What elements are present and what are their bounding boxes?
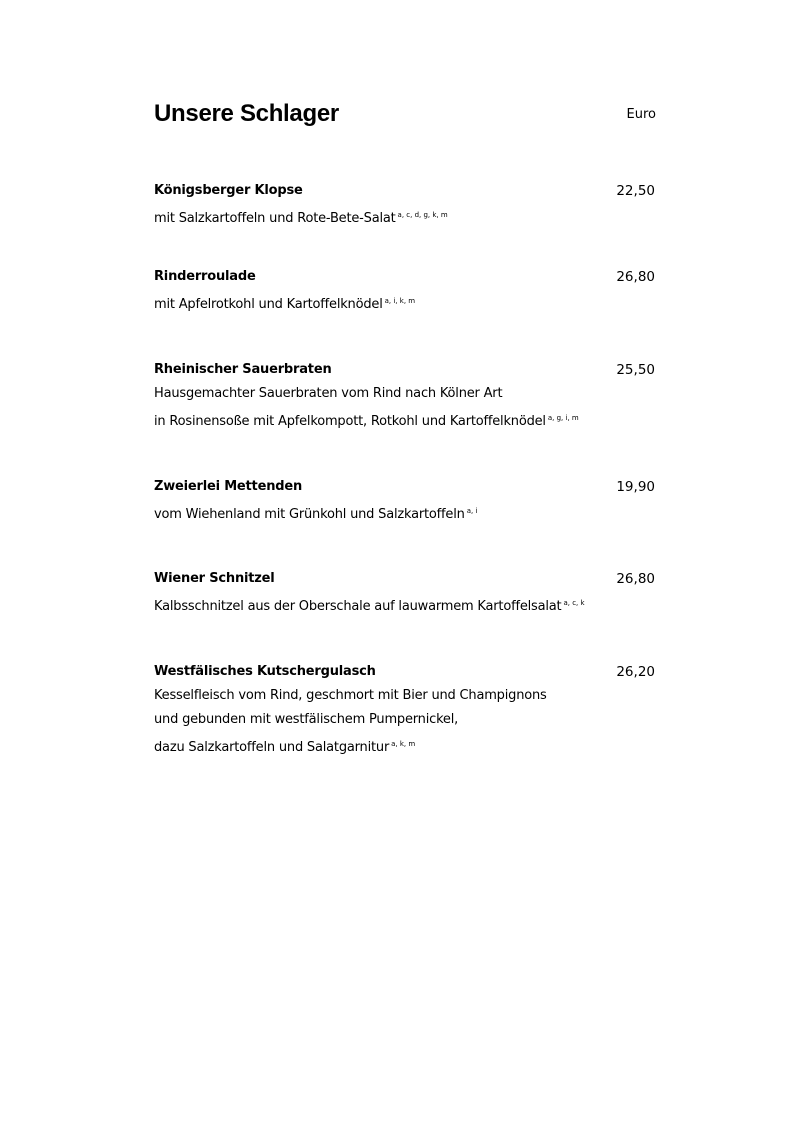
dish-price: 22,50 xyxy=(616,183,655,199)
dish-name: Rheinischer Sauerbraten xyxy=(154,362,332,377)
dish-price: 26,80 xyxy=(616,571,655,587)
dish-description xyxy=(154,735,415,757)
dish-description xyxy=(154,206,448,228)
allergen-codes: a, c, d, g, k, m xyxy=(397,211,448,219)
dish-name: Westfälisches Kutschergulasch xyxy=(154,664,376,679)
allergen-codes: a, g, i, m xyxy=(547,414,579,422)
dish-name: Königsberger Klopse xyxy=(154,183,303,198)
dish-price: 26,80 xyxy=(616,269,655,285)
description-text: mit Apfelrotkohl und Kartoffelknödel xyxy=(154,297,383,312)
description-text: dazu Salzkartoffeln und Salatgarnitur xyxy=(154,740,390,755)
description-text: mit Salzkartoffeln und Rote-Bete-Salat xyxy=(154,211,396,226)
dish-price: 25,50 xyxy=(616,362,655,378)
currency-label: Euro xyxy=(626,107,656,122)
allergen-codes: a, k, m xyxy=(391,740,416,748)
allergen-codes: a, i, k, m xyxy=(384,297,416,305)
dish-description xyxy=(154,594,585,616)
dish-price: 26,20 xyxy=(616,664,655,680)
menu-header xyxy=(154,98,657,132)
dish-description xyxy=(154,409,579,431)
description-text: vom Wiehenland mit Grünkohl und Salzkartoffeln xyxy=(154,507,465,522)
dish-price: 19,90 xyxy=(616,479,655,495)
dish-description xyxy=(154,292,415,314)
allergen-codes: a, c, k xyxy=(563,599,585,607)
page-title: Unsere Schlager xyxy=(154,100,339,127)
dish-description-line: und gebunden mit westfälischem Pumpernickel, xyxy=(154,712,459,727)
allergen-codes: a, i xyxy=(466,507,478,515)
description-text: in Rosinensoße mit Apfelkompott, Rotkohl und Kartoffelknödel xyxy=(154,414,546,429)
dish-name: Rinderroulade xyxy=(154,269,256,284)
dish-name: Wiener Schnitzel xyxy=(154,571,275,586)
dish-description-line: Kesselfleisch vom Rind, geschmort mit Bier und Champignons xyxy=(154,688,547,703)
dish-description xyxy=(154,502,477,524)
description-text: Kalbsschnitzel aus der Oberschale auf lauwarmem Kartoffelsalat xyxy=(154,599,562,614)
dish-description-line: Hausgemachter Sauerbraten vom Rind nach Kölner Art xyxy=(154,386,503,401)
dish-name: Zweierlei Mettenden xyxy=(154,479,303,494)
